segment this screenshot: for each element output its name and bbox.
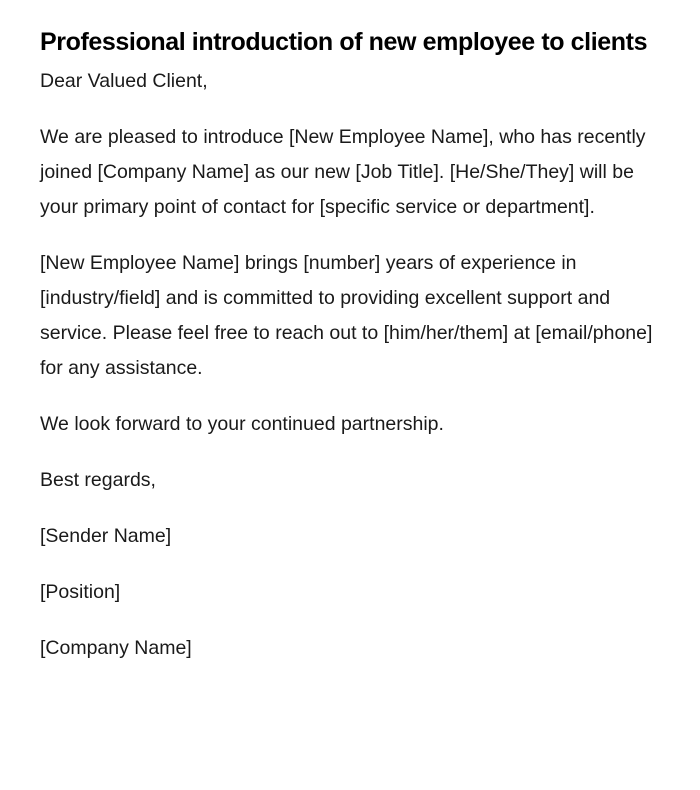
partnership-paragraph: We look forward to your continued partnership. bbox=[40, 413, 444, 435]
sender-position: [Position] bbox=[40, 581, 121, 603]
sender-company: [Company Name] bbox=[40, 637, 192, 659]
salutation: Dear Valued Client, bbox=[40, 70, 208, 92]
sender-name: [Sender Name] bbox=[40, 525, 172, 547]
closing: Best regards, bbox=[40, 469, 156, 491]
document-title: Professional introduction of new employee to clients bbox=[40, 28, 648, 56]
experience-paragraph: [New Employee Name] brings [number] years of experience in [industry/field] and is committed to providing excellent support and service. Please feel free to reach out to [him/her/them] at [email/phone] for any assistance. bbox=[40, 252, 653, 379]
intro-paragraph: We are pleased to introduce [New Employee Name], who has recently joined [Company Name] as our new [Job Title]. [He/She/They] will be your primary point of contact for [specific service or department]. bbox=[40, 126, 646, 218]
